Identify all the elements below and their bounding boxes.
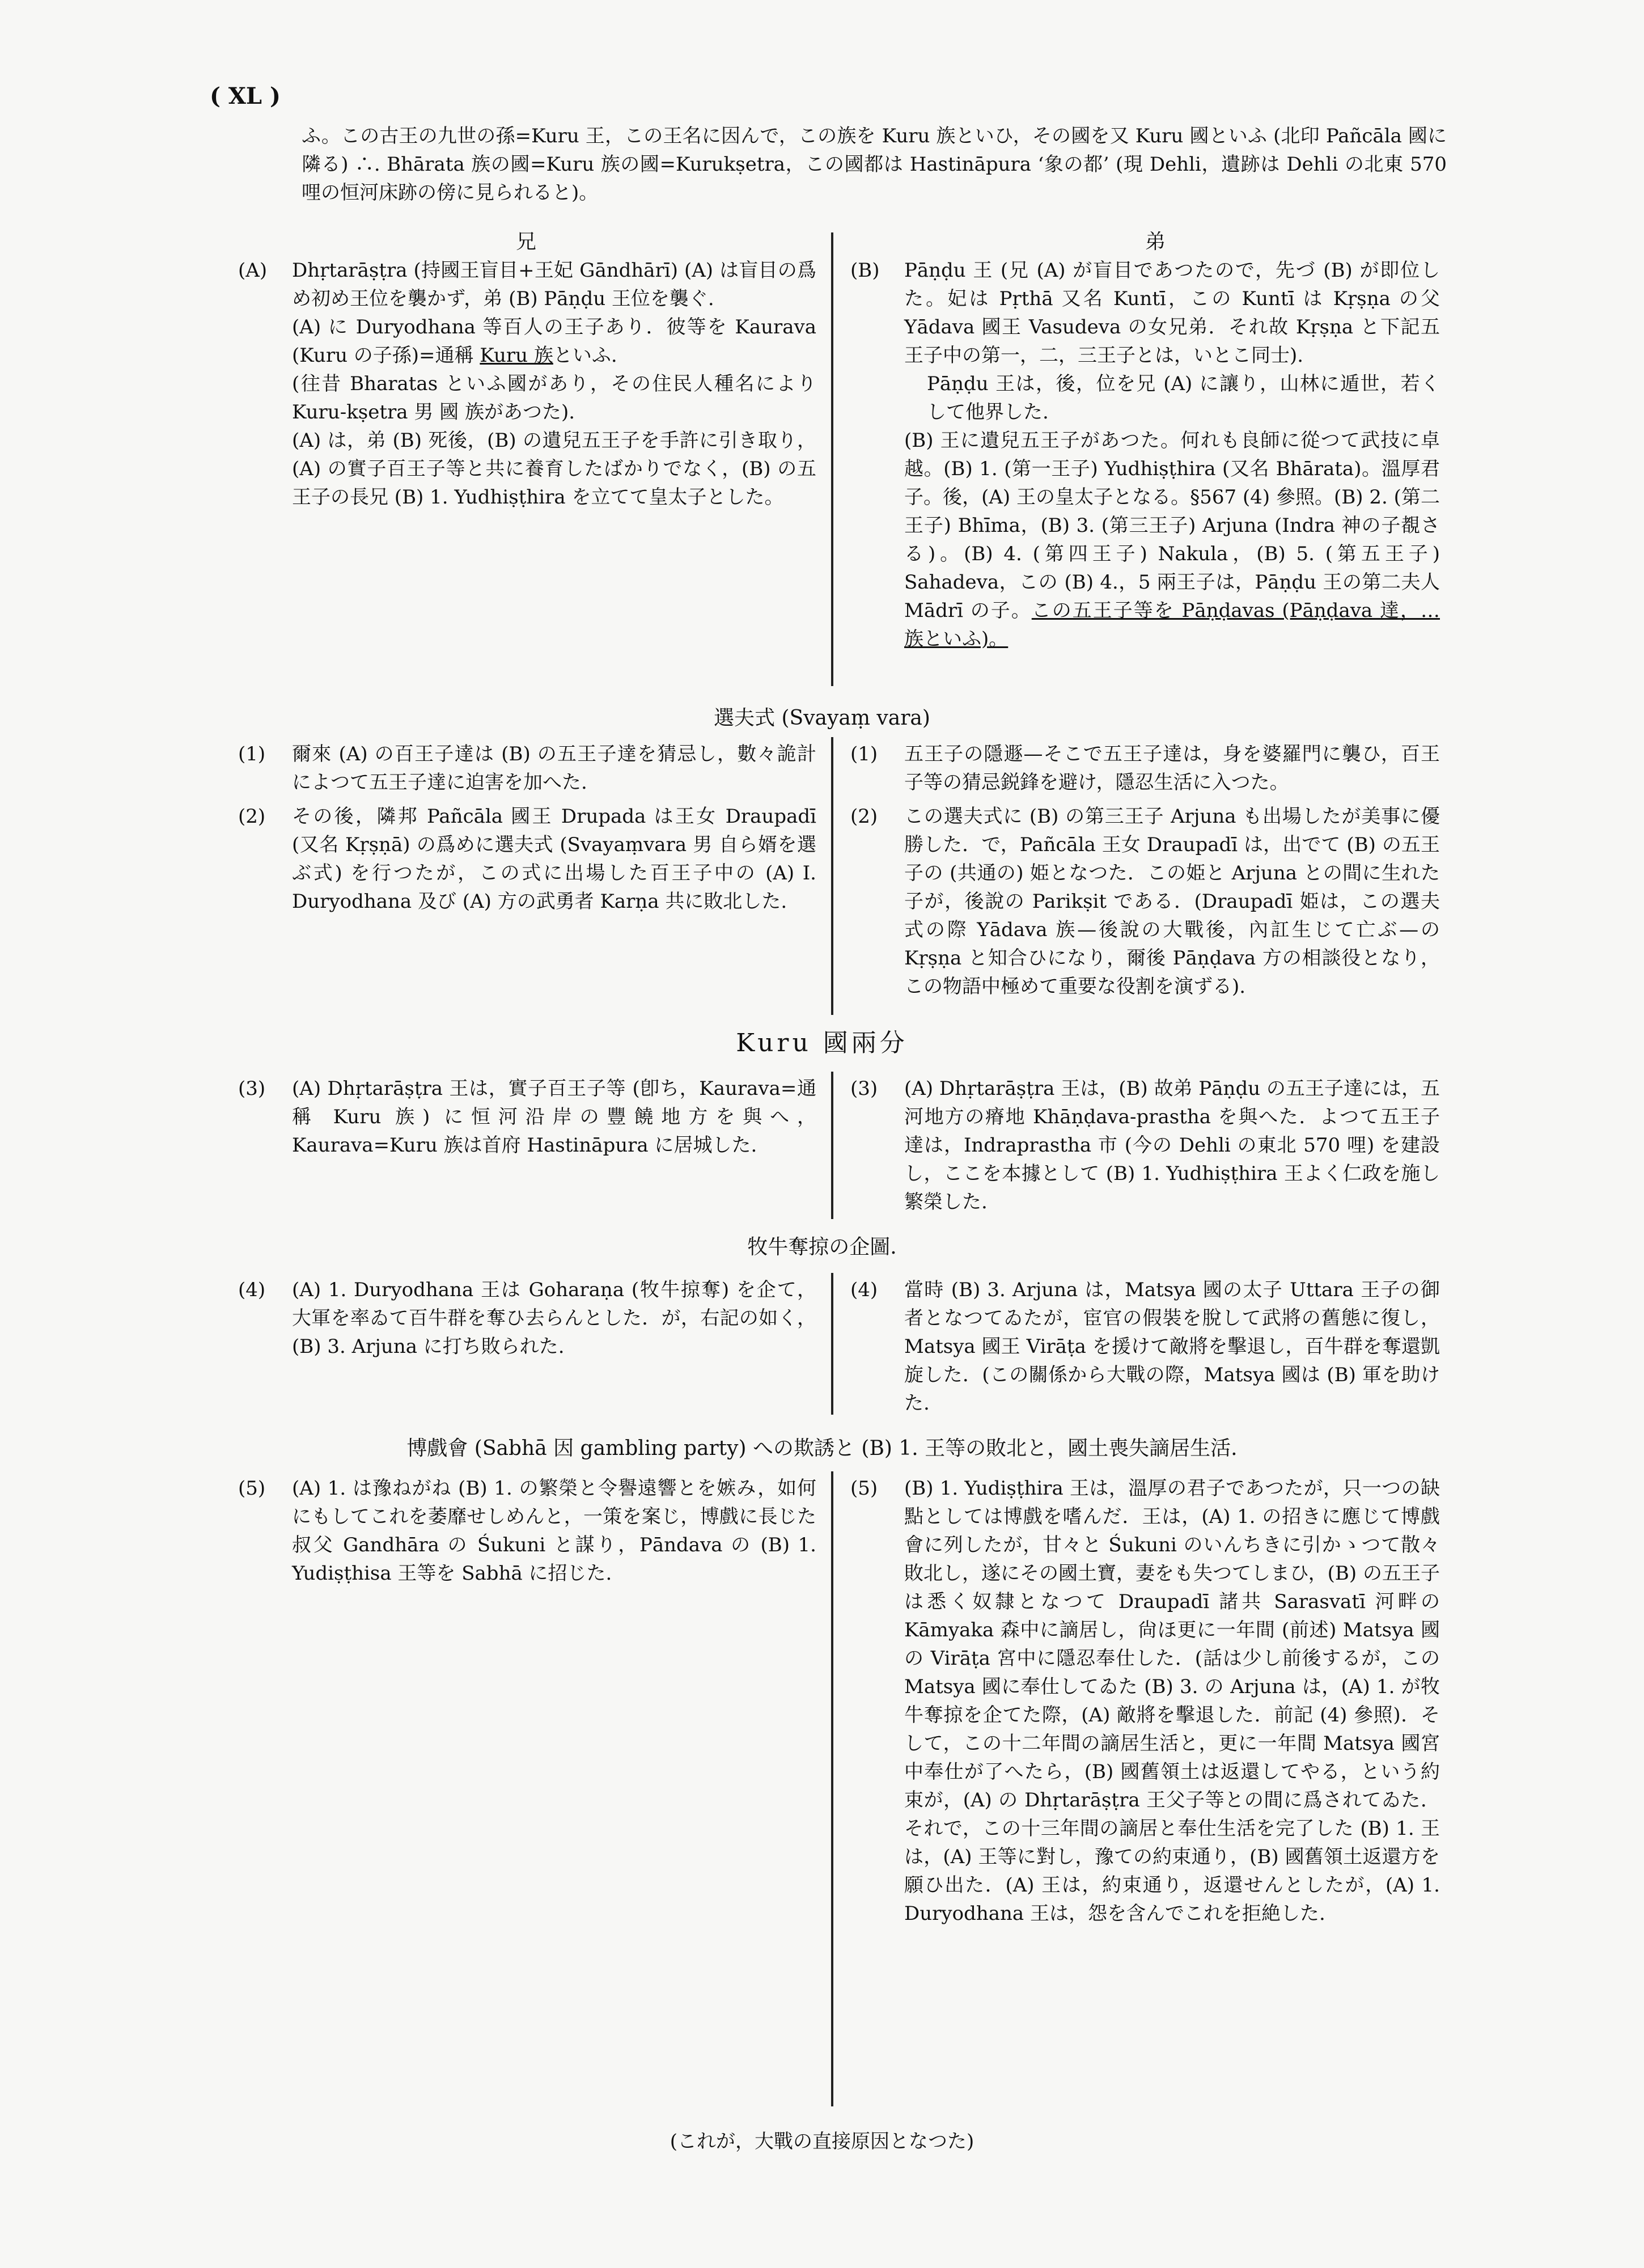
column-divider xyxy=(831,1471,833,2106)
s1-left-p2: (A) に Duryodhana 等百人の王子あり．彼等を Kaurava (Kuru の子孫)=通稱 Kuru 族といふ. xyxy=(292,316,816,367)
section-title-gambling: 博戲會 (Sabhā 因 gambling party) への欺誘と (B) 1. 王等の敗北と，國土喪失謫居生活. xyxy=(406,1437,1238,1460)
entry-label: (5) xyxy=(238,1477,266,1500)
s1-left-p1: Dhṛtarāṣṭra (持國王盲目+王妃 Gāndhārī) (A) は盲目の爲め初め王位を襲かず，弟 (B) Pāṇḍu 王位を襲ぐ. xyxy=(292,259,816,310)
section-title-kuru-divided: Kuru 國兩分 xyxy=(736,1029,908,1057)
column-divider xyxy=(831,1273,833,1415)
entry-text: 爾來 (A) の百王子達は (B) の五王子達を猜忌し，數々詭計によつて五王子達に迫害を加へた. xyxy=(292,743,816,794)
entry-label: (2) xyxy=(238,805,266,828)
s1-right-p2: Pāṇḍu 王は，後，位を兄 (A) に讓り，山林に遁世，若くして他界した. xyxy=(927,373,1440,424)
section2-left xyxy=(238,740,816,921)
section4-left xyxy=(238,1276,816,1366)
section1-right xyxy=(850,256,1440,659)
entry-label: (4) xyxy=(850,1279,878,1301)
intro-paragraph: ふ。この古王の九世の孫=Kuru 王，この王名に因んで，この族を Kuru 族といひ，その國を又 Kuru 國といふ (北印 Pañcāla 國に隣る) ∴. Bhārata 族の國=Kuru 族の國=Kurukṣetra，この國都は Hastināpura ‘象の都’ (現 Dehli，遺跡は Dehli の北東 570 哩の恒河床跡の傍に見られると)。 xyxy=(302,125,1447,204)
entry-label: (5) xyxy=(850,1477,878,1500)
section-title-svayamvara: 選夫式 (Svayaṃ vara) xyxy=(714,706,930,730)
column-head-elder: 兄 xyxy=(516,230,537,253)
column-head-younger: 弟 xyxy=(1145,230,1166,253)
entry-label: (1) xyxy=(238,743,266,765)
entry-label: (2) xyxy=(850,805,878,828)
footer-note: (これが，大戰の直接原因となつた) xyxy=(670,2130,974,2153)
entry-text: 當時 (B) 3. Arjuna は，Matsya 國の太子 Uttara 王子の御者となつてゐたが，宦官の假裝を脫して武將の舊態に復し，Matsya 國王 Virāṭa を援けて敵將を擊退し，百牛群を奪還凱旋した．(この關係から大戰の際，Matsya 國は (B) 軍を助けた. xyxy=(904,1279,1440,1415)
s1-left-p4: (A) は，弟 (B) 死後，(B) の遺兒五王子を手許に引き取り，(A) の實子百王子等と共に養育したばかりでなく，(B) の五王子の長兄 (B) 1. Yudhiṣṭhira を立てて皇太子とした。 xyxy=(292,429,816,509)
entry-text: (B) 1. Yudiṣṭhira 王は，溫厚の君子であつたが，只一つの缺點としては博戲を嗜んだ．王は，(A) 1. の招きに應じて博戲會に列したが，甘々と Śukuni のいんちきに引かゝつて散々敗北し，遂にその國土寶，妻をも失つてしまひ，(B) の五王子は悉く奴隸となつて Draupadī 諸共 Sarasvatī 河畔の Kāmyaka 森中に謫居し，尙ほ更に一年間 (前述) Matsya 國の Virāṭa 宮中に隱忍奉仕した．(話は少し前後するが，この Matsya 國に奉仕してゐた (B) 3. の Arjuna は，(A) 1. が牧牛奪掠を企てた際，(A) 敵將を擊退した．前記 (4) 參照)．そして，この十二年間の謫居生活と，更に一年間 Matsya 國宮中奉仕が了へたら，(B) 國舊領土は返還してやる，という約束が，(A) の Dhṛtarāṣṭra 王父子等との間に爲されてゐた．それで，この十三年間の謫居と奉仕生活を完了した (B) 1. 王は，(A) 王等に對し，豫ての約束通り，(B) 國舊領土返還方を願ひ出た．(A) 王は，約束通り，返還せんとしたが，(A) 1. Duryodhana 王は，怨を含んでこれを拒絶した. xyxy=(904,1477,1440,1925)
entry-label: (A) xyxy=(238,259,268,282)
entry-text: その後，隣邦 Pañcāla 國王 Drupada は王女 Draupadī (又名 Kṛṣṇā) の爲めに選夫式 (Svayaṃvara 男 自ら婿を選ぶ式) を行つたが，この式に出場した百王子中の (A) I. Duryodhana 及び (A) 方の武勇者 Karṇa 共に敗北した. xyxy=(292,805,816,913)
section5-right xyxy=(850,1474,1440,1933)
section4-right xyxy=(850,1276,1440,1423)
kuru-clan-underlined: Kuru 族 xyxy=(480,344,553,367)
section5-left xyxy=(238,1474,816,1593)
column-divider xyxy=(831,1072,833,1219)
entry-label: (3) xyxy=(238,1077,266,1100)
column-divider xyxy=(831,232,833,686)
entry-label: (4) xyxy=(238,1279,266,1301)
entry-label: (1) xyxy=(850,743,878,765)
column-divider xyxy=(831,737,833,1015)
entry-text: (A) Dhṛtarāṣṭra 王は，(B) 故弟 Pāṇḍu の五王子達には，五河地方の瘠地 Khāṇḍava-prastha を與へた．よつて五王子達は，Indraprastha 市 (今の Dehli の東北 570 哩) を建設し，ここを本據として (B) 1. Yudhiṣṭhira 王よく仁政を施し繁榮した. xyxy=(904,1077,1440,1213)
section1-left xyxy=(238,256,816,517)
s1-left-p3: (往昔 Bharatas といふ國があり，その住民人種名により Kuru-kṣetra 男 國 族があつた). xyxy=(292,373,816,424)
entry-label: (3) xyxy=(850,1077,878,1100)
s1-right-p3: (B) 王に遺兒五王子があつた。何れも良師に從つて武技に卓越。(B) 1. (第一王子) Yudhiṣṭhira (又名 Bhārata)。溫厚君子。後，(A) 王の皇太子となる。§567 (4) 參照。(B) 2. (第二王子) Bhīma，(B) 3. (第三王子) Arjuna (Indra 神の子覩さる)。(B) 4. (第四王子) Nakula，(B) 5. (第五王子) Sahadeva，この (B) 4.，5 兩王子は，Pāṇḍu 王の第二夫人 Mādrī の子。この五王子等を Pāṇḍavas (Pāṇḍava 達，…族といふ)。 xyxy=(904,429,1440,650)
pandavas-underlined: この五王子等を Pāṇḍavas (Pāṇḍava 達，…族といふ)。 xyxy=(904,599,1440,650)
section3-right xyxy=(850,1074,1440,1222)
section3-left xyxy=(238,1074,816,1165)
entry-text: この選夫式に (B) の第三王子 Arjuna も出場したが美事に優勝した．で，Pañcāla 王女 Draupadī は，出でて (B) の五王子の (共通の) 姫となつた．この姫と Arjuna との間に生れた子が，後說の Parikṣit である．(Draupadī 姫は，この選夫式の際 Yādava 族—後說の大戰後，內訌生じて亡ぶ—の Kṛṣṇa と知合ひになり，爾後 Pāṇḍava 方の相談役となり，この物語中極めて重要な役割を演ずる). xyxy=(904,805,1440,998)
section2-right xyxy=(850,740,1440,1006)
entry-text: (A) Dhṛtarāṣṭra 王は，實子百王子等 (卽ち，Kaurava=通稱 Kuru 族) に恒河沿岸の豐饒地方を與へ，Kaurava=Kuru 族は首府 Hastināpura に居城した. xyxy=(292,1077,816,1157)
entry-text: 五王子の隱遯—そこで五王子達は，身を婆羅門に襲ひ，百王子等の猜忌鋭鋒を避け，隱忍生活に入つた。 xyxy=(904,743,1440,794)
s1-right-p1: Pāṇḍu 王 (兄 (A) が盲目であつたので，先づ (B) が即位した。妃は Pṛthā 又名 Kuntī，この Kuntī は Kṛṣṇa の父 Yādava 國王 Vasudeva の女兄弟．それ故 Kṛṣṇa と下記五王子中の第一，二，三王子とは，いとこ同士). xyxy=(904,259,1440,367)
page-number: ( XL ) xyxy=(210,83,281,109)
entry-text: (A) 1. は豫ねがね (B) 1. の繁榮と令譽遠響とを嫉み，如何にもしてこれを萎靡せしめんと，一策を案じ，博戲に長じた叔父 Gandhāra の Śukuni と謀り，Pāndava の (B) 1. Yudiṣṭhisa 王等を Sabhā に招じた. xyxy=(292,1477,816,1585)
section-title-cattle-raid: 牧牛奪掠の企圖. xyxy=(747,1235,897,1259)
entry-text: (A) 1. Duryodhana 王は Goharaṇa (牧牛掠奪) を企て，大軍を率ゐて百牛群を奪ひ去らんとした．が，右記の如く，(B) 3. Arjuna に打ち敗られた. xyxy=(292,1279,816,1358)
entry-label: (B) xyxy=(850,259,880,282)
